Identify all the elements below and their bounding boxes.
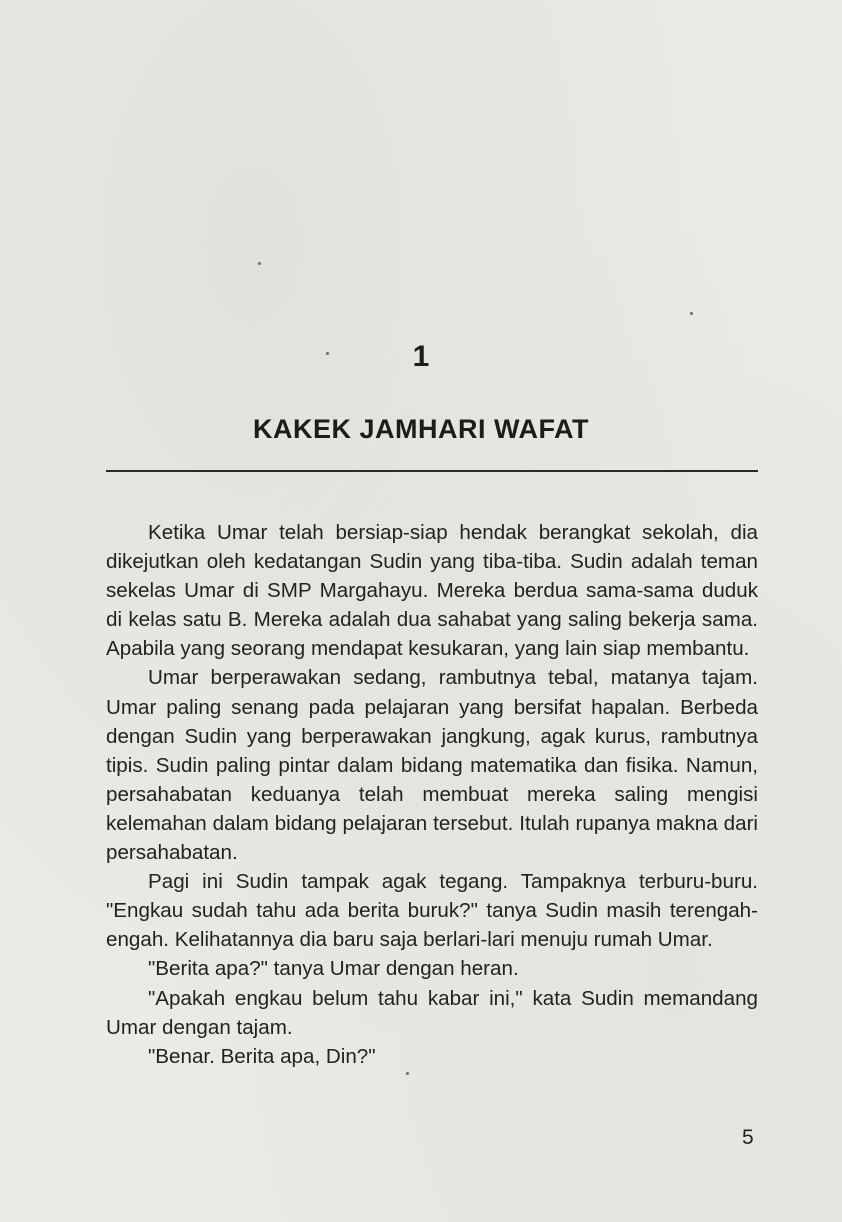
paper-speck: [406, 1072, 409, 1075]
page-number: 5: [742, 1126, 754, 1149]
chapter-number: 1: [412, 340, 430, 373]
paper-speck: [258, 262, 261, 265]
title-divider: [106, 470, 758, 472]
paper-speck: [690, 312, 693, 315]
chapter-body: [106, 518, 758, 1071]
paragraph: "Benar. Berita apa, Din?": [148, 1044, 376, 1068]
paragraph: Pagi ini Sudin tampak agak tegang. Tampaknya terburu-buru. "Engkau sudah tahu ada berita buruk?" tanya Sudin masih terengah-engah. Kelihatannya dia baru saja berlari-lari menuju rumah Umar.: [106, 870, 758, 952]
chapter-title: KAKEK JAMHARI WAFAT: [253, 414, 589, 444]
paragraph: "Berita apa?" tanya Umar dengan heran.: [148, 957, 519, 981]
paragraph: Ketika Umar telah bersiap-siap hendak berangkat sekolah, dia dikejutkan oleh kedatangan Sudin yang tiba-tiba. Sudin adalah teman sekelas Umar di SMP Margahayu. Mereka berdua sama-sama duduk di kelas satu B. Mereka adalah dua sahabat yang saling bekerja sama. Apabila yang seorang mendapat kesukaran, yang lain siap membantu.: [106, 521, 758, 661]
paragraph: "Apakah engkau belum tahu kabar ini," kata Sudin memandang Umar dengan tajam.: [106, 986, 758, 1039]
paragraph: Umar berperawakan sedang, rambutnya tebal, matanya tajam. Umar paling senang pada pelajaran yang bersifat hapalan. Berbeda dengan Sudin yang berperawakan jangkung, agak kurus, rambutnya tipis. Sudin paling pintar dalam bidang matematika dan fisika. Namun, persahabatan keduanya telah membuat mereka saling mengisi kelemahan dalam bidang pelajaran tersebut. Itulah rupanya makna dari persahabatan.: [106, 666, 758, 865]
